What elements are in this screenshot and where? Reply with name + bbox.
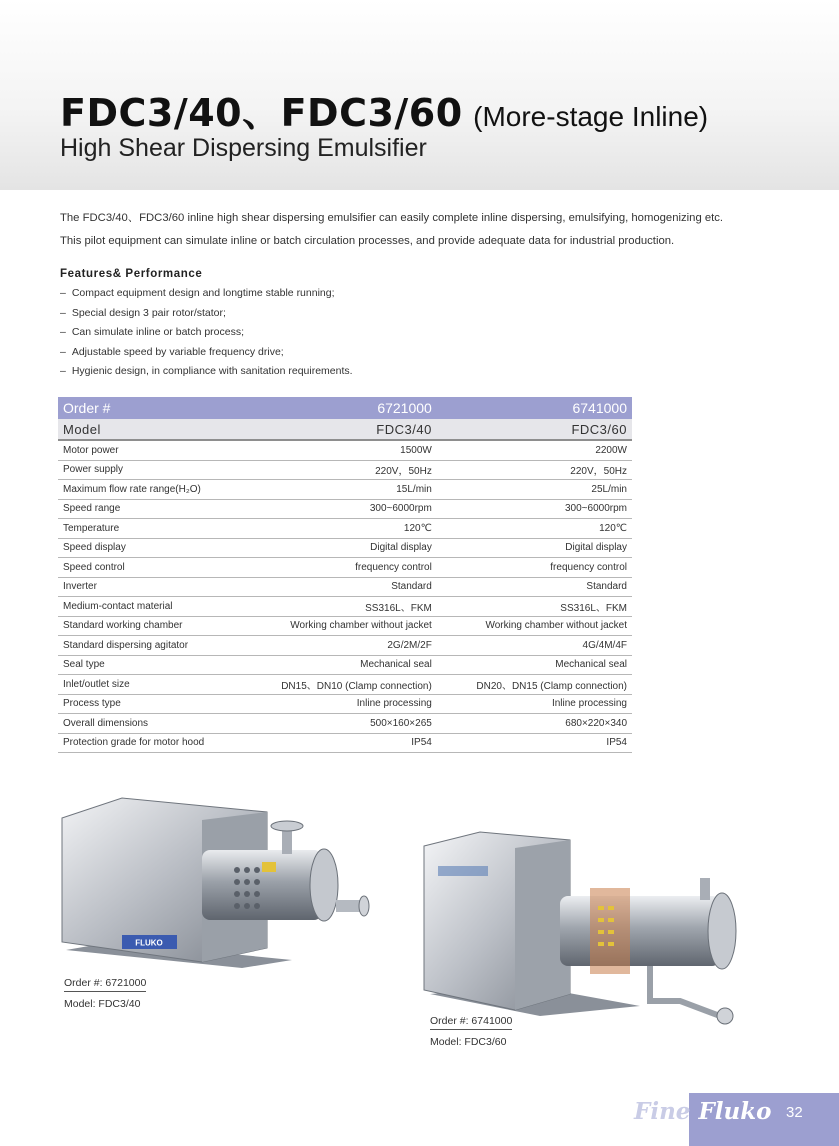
row-value-b: Standard — [437, 577, 632, 597]
page-number: 32 — [786, 1104, 803, 1121]
table-row — [58, 675, 632, 695]
caption-right-order: Order #: 6741000 — [430, 1015, 512, 1030]
row-label: Inverter — [58, 577, 253, 597]
row-value-a: Digital display — [253, 538, 437, 558]
row-value-b: Inline processing — [437, 694, 632, 714]
product-plate: FLUKO — [135, 938, 163, 948]
row-label: Medium-contact material — [58, 597, 253, 617]
stage-label: (More-stage Inline) — [473, 101, 709, 132]
row-value-a: Working chamber without jacket — [253, 616, 437, 636]
order-label: Order # — [58, 397, 253, 419]
row-value-b: 680×220×340 — [437, 714, 632, 734]
row-value-a: SS316L、FKM — [253, 597, 437, 617]
row-label: Speed control — [58, 558, 253, 578]
feature-item: – Hygienic design, in compliance with sanitation requirements. — [60, 365, 353, 377]
caption-right — [430, 1015, 512, 1048]
caption-right-model: Model: FDC3/60 — [430, 1036, 507, 1048]
product-photo-fdc3-60 — [420, 826, 765, 1036]
order-b: 6741000 — [437, 397, 632, 419]
brand-fluko: Fluko — [698, 1098, 772, 1125]
row-label: Overall dimensions — [58, 714, 253, 734]
intro-text — [60, 207, 780, 253]
table-row — [58, 636, 632, 656]
row-label: Temperature — [58, 519, 253, 539]
model-label: Model — [58, 419, 253, 440]
row-value-b: frequency control — [437, 558, 632, 578]
table-row — [58, 558, 632, 578]
row-value-a: Standard — [253, 577, 437, 597]
row-value-b: 120℃ — [437, 519, 632, 539]
row-label: Maximum flow rate range(H₂O) — [58, 480, 253, 500]
row-value-b: SS316L、FKM — [437, 597, 632, 617]
table-row — [58, 733, 632, 753]
feature-item: – Adjustable speed by variable frequency drive; — [60, 345, 284, 358]
row-value-a: 120℃ — [253, 519, 437, 539]
feature-dash: – — [60, 287, 66, 299]
row-label: Inlet/outlet size — [58, 675, 253, 695]
table-order-row — [58, 397, 632, 419]
row-value-a: Mechanical seal — [253, 655, 437, 675]
brand-logo — [634, 1098, 772, 1125]
feature-dash: – — [60, 365, 66, 377]
caption-left — [64, 977, 146, 1010]
row-label: Seal type — [58, 655, 253, 675]
brand-fine: Fine — [634, 1098, 691, 1125]
table-model-row — [58, 419, 632, 440]
table-row — [58, 460, 632, 480]
table-row — [58, 694, 632, 714]
page-title — [60, 82, 708, 137]
feature-item: – Can simulate inline or batch process; — [60, 326, 245, 338]
feature-dash: – — [60, 306, 66, 319]
row-value-b: 300~6000rpm — [437, 499, 632, 519]
row-value-a: 220V，50Hz — [253, 460, 437, 480]
features-heading: Features& Performance — [60, 268, 203, 280]
product-photo-fdc3-40 — [52, 790, 382, 970]
table-row — [58, 597, 632, 617]
row-value-b: IP54 — [437, 733, 632, 753]
table-row — [58, 480, 632, 500]
row-label: Standard working chamber — [58, 616, 253, 636]
row-label: Protection grade for motor hood — [58, 733, 253, 753]
row-label: Speed display — [58, 538, 253, 558]
row-value-b: Mechanical seal — [437, 655, 632, 675]
row-value-b: 4G/4M/4F — [437, 636, 632, 656]
row-value-a: frequency control — [253, 558, 437, 578]
row-value-b: Digital display — [437, 538, 632, 558]
table-row — [58, 616, 632, 636]
row-value-a: 1500W — [253, 440, 437, 460]
row-label: Motor power — [58, 440, 253, 460]
page-subtitle: High Shear Dispersing Emulsifier — [60, 134, 427, 162]
row-value-b: 25L/min — [437, 480, 632, 500]
spec-table — [58, 397, 632, 753]
table-row — [58, 538, 632, 558]
row-value-a: 2G/2M/2F — [253, 636, 437, 656]
table-row — [58, 519, 632, 539]
caption-left-order: Order #: 6721000 — [64, 977, 146, 992]
table-row — [58, 499, 632, 519]
row-value-b: DN20、DN15 (Clamp connection) — [437, 675, 632, 695]
model-names: FDC3/40、FDC3/60 — [60, 91, 463, 135]
table-row — [58, 714, 632, 734]
row-value-a: 15L/min — [253, 480, 437, 500]
row-label: Speed range — [58, 499, 253, 519]
row-value-a: 500×160×265 — [253, 714, 437, 734]
table-row — [58, 577, 632, 597]
feature-item: – Compact equipment design and longtime stable running; — [60, 287, 335, 299]
row-value-a: 300~6000rpm — [253, 499, 437, 519]
row-value-a: IP54 — [253, 733, 437, 753]
row-value-a: Inline processing — [253, 694, 437, 714]
feature-item: – Special design 3 pair rotor/stator; — [60, 306, 226, 319]
row-value-b: 220V，50Hz — [437, 460, 632, 480]
table-row — [58, 655, 632, 675]
intro-line-2: This pilot equipment can simulate inline or batch circulation processes, and provide adequate data for industrial production. — [60, 235, 675, 247]
feature-dash: – — [60, 345, 66, 358]
table-row — [58, 440, 632, 460]
caption-left-model: Model: FDC3/40 — [64, 998, 141, 1010]
row-label: Power supply — [58, 460, 253, 480]
row-value-b: Working chamber without jacket — [437, 616, 632, 636]
intro-line-1: The FDC3/40、FDC3/60 inline high shear dispersing emulsifier can easily complete inline dispersing, emulsifying, homogenizing etc. — [60, 212, 724, 224]
feature-dash: – — [60, 326, 66, 338]
model-a: FDC3/40 — [253, 419, 437, 440]
row-value-b: 2200W — [437, 440, 632, 460]
features-list — [60, 284, 780, 382]
model-b: FDC3/60 — [437, 419, 632, 440]
features-section — [60, 268, 780, 382]
row-label: Process type — [58, 694, 253, 714]
row-value-a: DN15、DN10 (Clamp connection) — [253, 675, 437, 695]
order-a: 6721000 — [253, 397, 437, 419]
row-label: Standard dispersing agitator — [58, 636, 253, 656]
